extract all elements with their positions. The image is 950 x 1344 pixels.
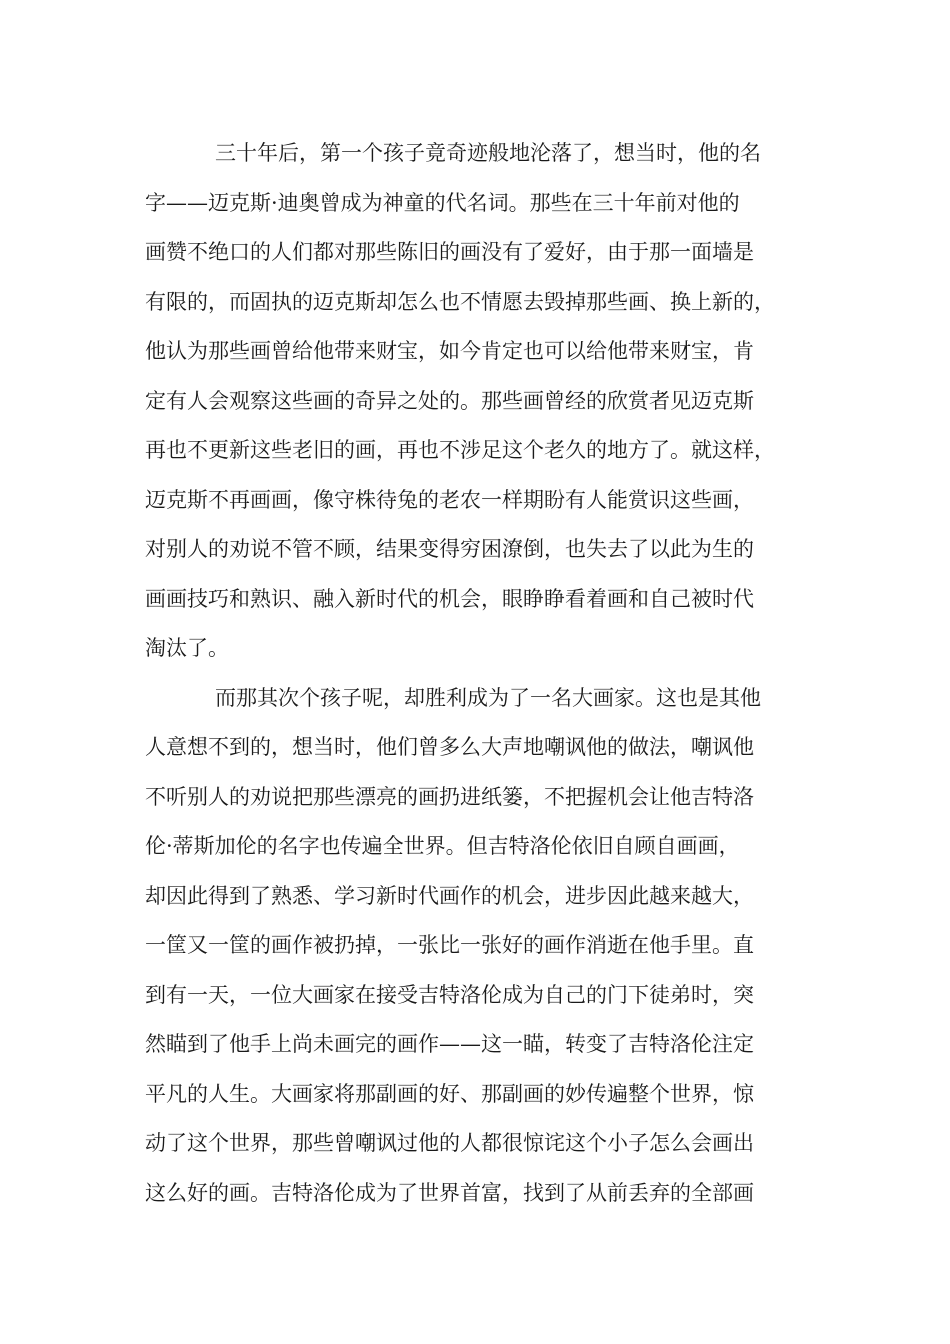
paragraph-2-line-9: 平凡的人生。大画家将那副画的好、那副画的妙传遍整个世界，惊: [145, 1082, 754, 1106]
paragraph-2-line-2: 人意想不到的，想当时，他们曾多么大声地嘲讽他的做法，嘲讽他: [145, 735, 754, 759]
paragraph-1-line-5: 他认为那些画曾给他带来财宝，如今肯定也可以给他带来财宝，肯: [145, 339, 754, 363]
paragraph-1-line-8: 迈克斯不再画画，像守株待兔的老农一样期盼有人能赏识这些画，: [145, 488, 754, 512]
paragraph-2-line-11: 这么好的画。吉特洛伦成为了世界首富，找到了从前丢弃的全部画: [145, 1181, 754, 1205]
paragraph-2-line-10: 动了这个世界，那些曾嘲讽过他的人都很惊诧这个小子怎么会画出: [145, 1131, 754, 1155]
paragraph-2-line-1: 而那其次个孩子呢，却胜利成为了一名大画家。这也是其他: [215, 686, 761, 710]
paragraph-2-line-8: 然瞄到了他手上尚未画完的画作——这一瞄，转变了吉特洛伦注定: [145, 1032, 754, 1056]
paragraph-1-line-11: 淘汰了。: [145, 636, 229, 660]
paragraph-2-line-6: 一筐又一筐的画作被扔掉，一张比一张好的画作消逝在他手里。直: [145, 933, 754, 957]
paragraph-1-line-1: 三十年后，第一个孩子竟奇迹般地沦落了，想当时，他的名: [215, 141, 761, 165]
paragraph-1-line-10: 画画技巧和熟识、融入新时代的机会，眼睁睁看着画和自己被时代: [145, 587, 754, 611]
paragraph-2-line-5: 却因此得到了熟悉、学习新时代画作的机会，进步因此越来越大，: [145, 884, 754, 908]
paragraph-1-line-2: 字——迈克斯·迪奥曾成为神童的代名词。那些在三十年前对他的: [145, 191, 740, 215]
paragraph-1-line-6: 定有人会观察这些画的奇异之处的。那些画曾经的欣赏者见迈克斯: [145, 389, 754, 413]
paragraph-2-line-7: 到有一天，一位大画家在接受吉特洛伦成为自己的门下徒弟时，突: [145, 983, 754, 1007]
paragraph-2-line-4: 伦·蒂斯加伦的名字也传遍全世界。但吉特洛伦依旧自顾自画画，: [145, 834, 740, 858]
paragraph-1-line-4: 有限的，而固执的迈克斯却怎么也不情愿去毁掉那些画、换上新的，: [145, 290, 775, 314]
paragraph-1-line-7: 再也不更新这些老旧的画，再也不涉足这个老久的地方了。就这样，: [145, 438, 775, 462]
paragraph-1-line-3: 画赞不绝口的人们都对那些陈旧的画没有了爱好，由于那一面墙是: [145, 240, 754, 264]
paragraph-1-line-9: 对别人的劝说不管不顾，结果变得穷困潦倒，也失去了以此为生的: [145, 537, 754, 561]
paragraph-2-line-3: 不听别人的劝说把那些漂亮的画扔进纸篓，不把握机会让他吉特洛: [145, 785, 754, 809]
